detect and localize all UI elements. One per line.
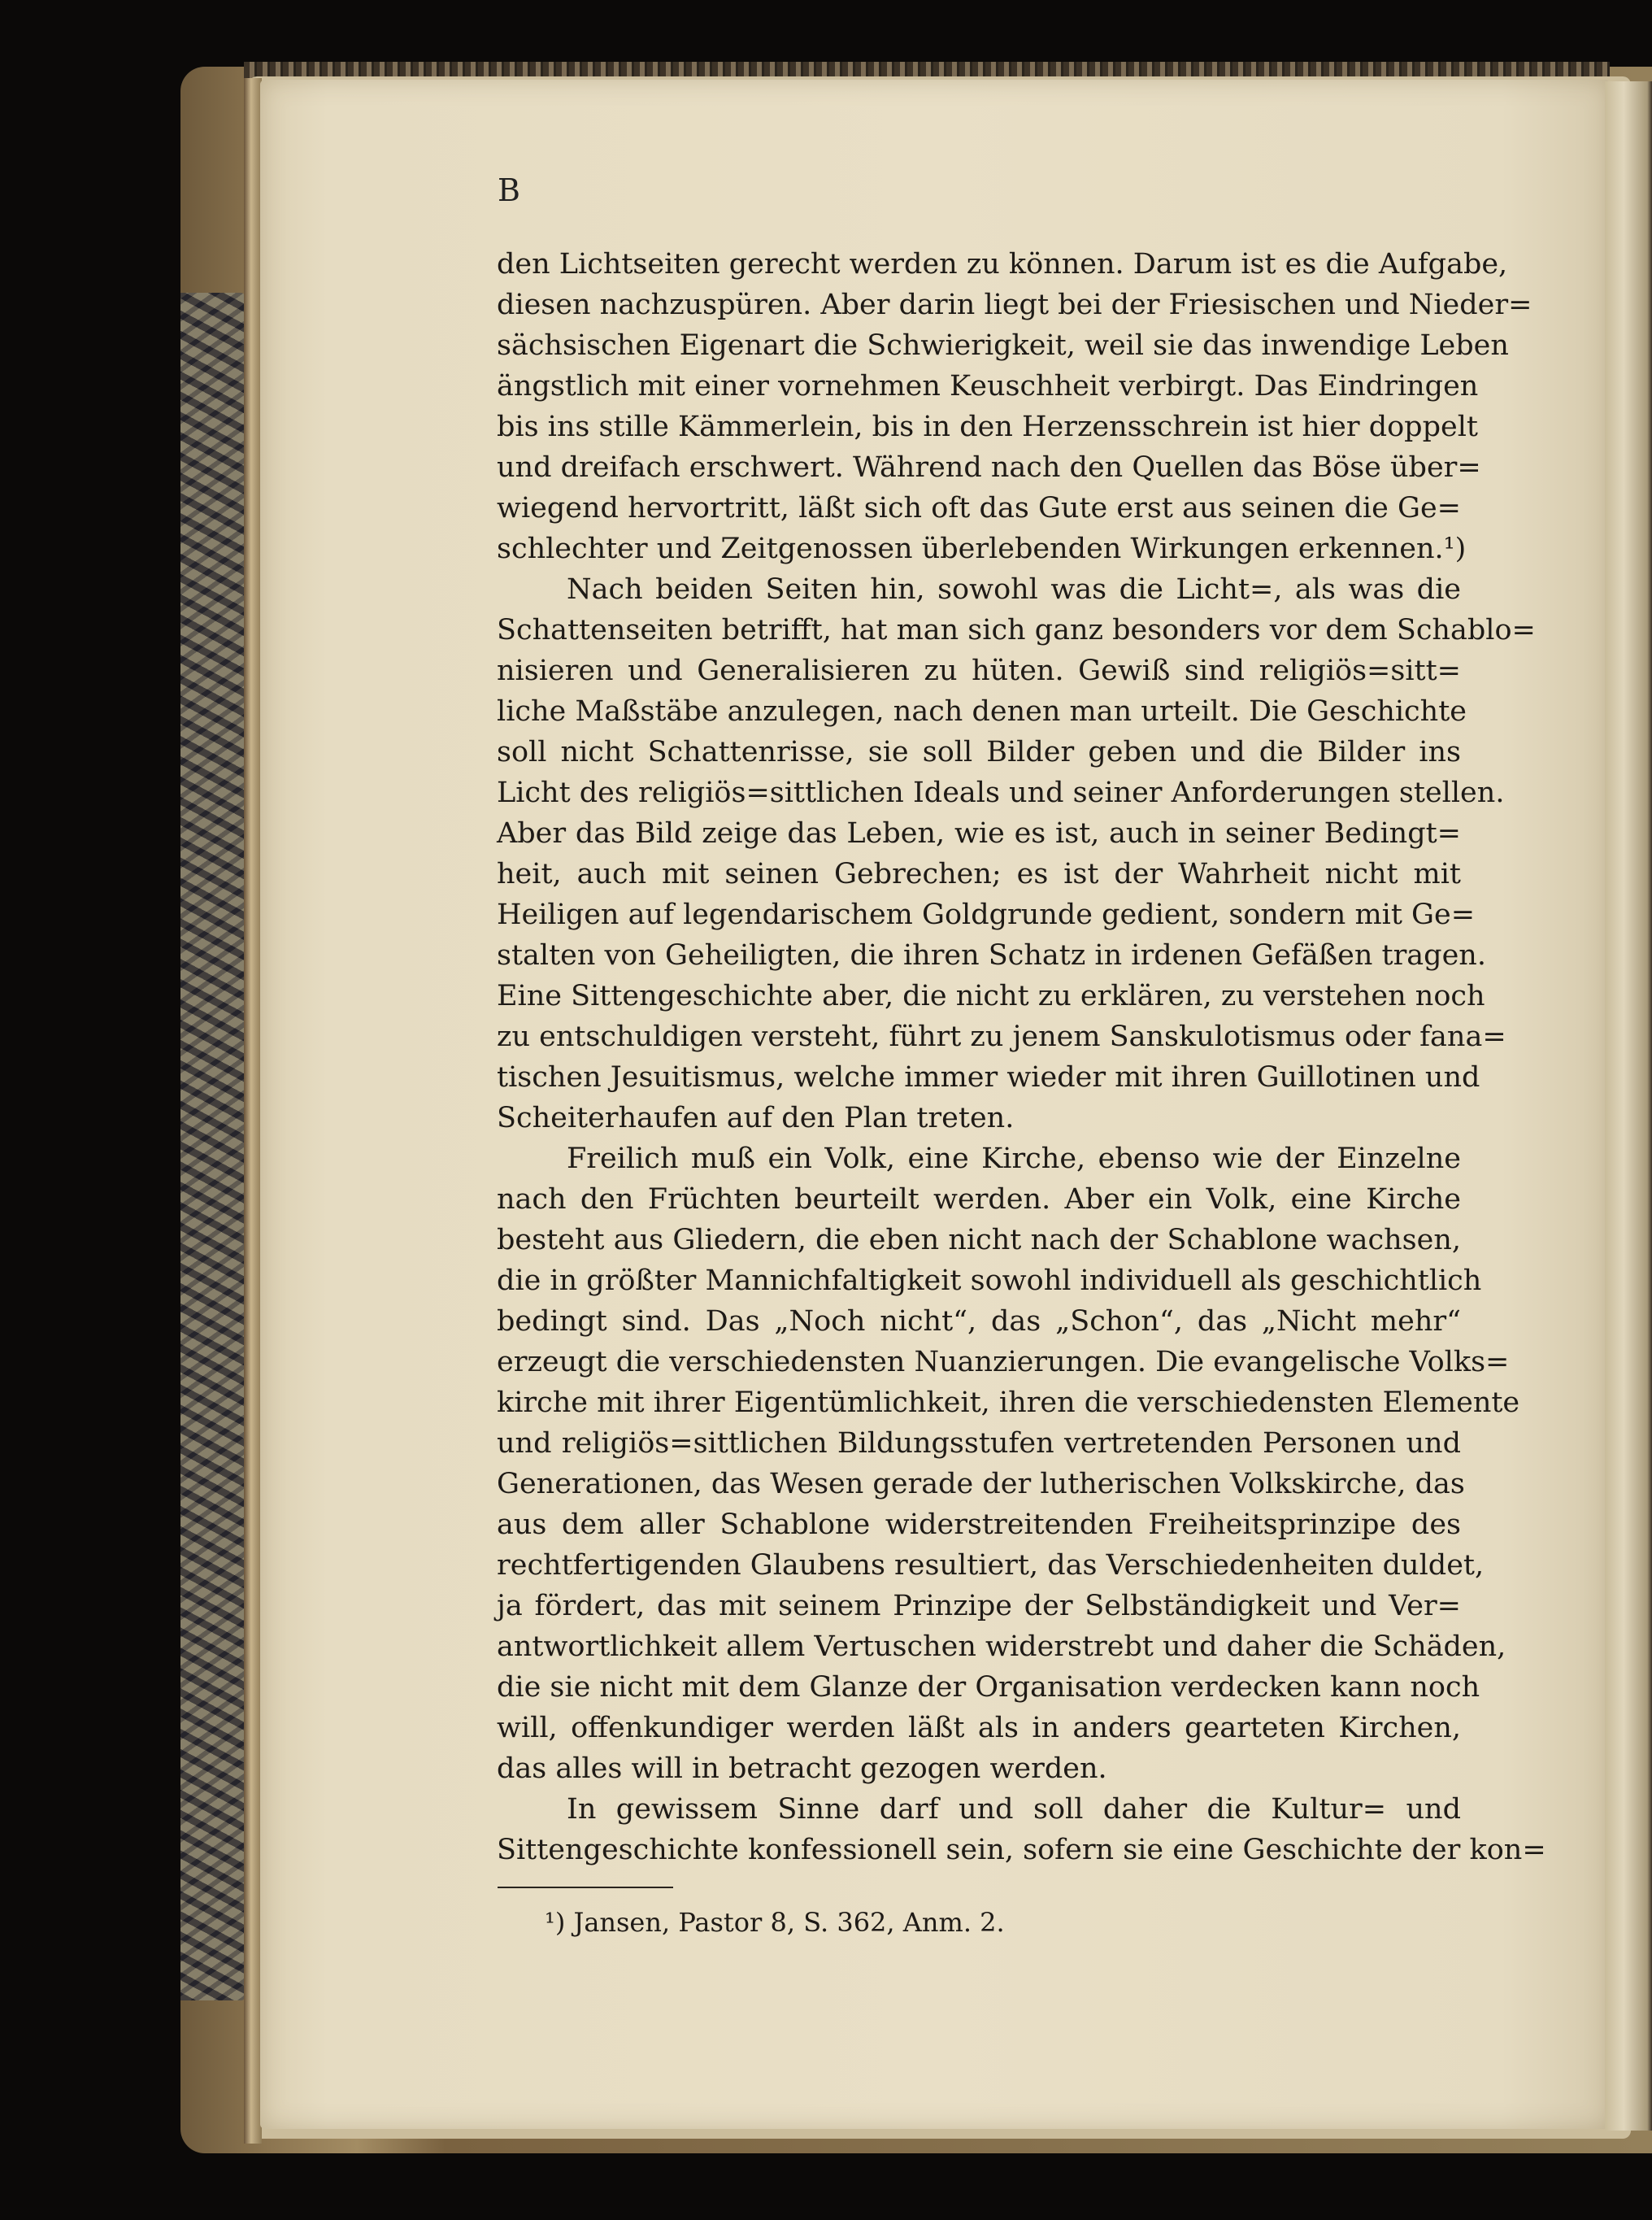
text-line: kirche mit ihrer Eigentümlichkeit, ihren die verschiedensten Elemente — [497, 1386, 1520, 1419]
text-line: zu entschuldigen versteht, führt zu jenem Sanskulotismus oder fana= — [497, 1021, 1506, 1053]
text-line: und dreifach erschwert. Während nach den Quellen das Böse über= — [497, 451, 1481, 484]
signature-mark: B — [498, 172, 521, 208]
page-right-edge — [1605, 81, 1652, 2131]
binding-edge — [244, 78, 262, 2144]
text-line: bedingt sind. Das „Noch nicht“, das „Schon“, das „Nicht mehr“ — [497, 1305, 1461, 1338]
text-line: erzeugt die verschiedensten Nuanzierungen. Die evangelische Volks= — [497, 1346, 1510, 1378]
text-line: Eine Sittengeschichte aber, die nicht zu erklären, zu verstehen noch — [497, 980, 1485, 1012]
text-line: aus dem aller Schablone widerstreitenden Freiheitsprinzipe des — [497, 1508, 1461, 1541]
text-line: Licht des religiös=sittlichen Ideals und seiner Anforderungen stellen. — [497, 777, 1505, 809]
footnote — [545, 1907, 1005, 1938]
footnote-rule — [498, 1887, 673, 1888]
text-line: und religiös=sittlichen Bildungsstufen vertretenden Personen und — [497, 1427, 1461, 1460]
text-line: besteht aus Gliedern, die eben nicht nach der Schablone wachsen, — [497, 1224, 1461, 1256]
text-line: wiegend hervortritt, läßt sich oft das Gute erst aus seinen die Ge= — [497, 492, 1461, 525]
text-line: Sittengeschichte konfessionell sein, sofern sie eine Geschichte der kon= — [497, 1834, 1546, 1866]
footnote-marker: ¹) — [545, 1907, 566, 1938]
text-line: In gewissem Sinne darf und soll daher die Kultur= und — [567, 1793, 1461, 1826]
text-line: Generationen, das Wesen gerade der lutherischen Volkskirche, das — [497, 1468, 1465, 1500]
text-line: die sie nicht mit dem Glanze der Organisation verdecken kann noch — [497, 1671, 1480, 1704]
text-line: Nach beiden Seiten hin, sowohl was die Licht=, als was die — [567, 573, 1461, 606]
text-line: Freilich muß ein Volk, eine Kirche, ebenso wie der Einzelne — [567, 1143, 1461, 1175]
text-line: ängstlich mit einer vornehmen Keuschheit verbirgt. Das Eindringen — [497, 370, 1479, 403]
text-line: Scheiterhaufen auf den Plan treten. — [497, 1102, 1015, 1134]
text-line: nisieren und Generalisieren zu hüten. Gewiß sind religiös=sitt= — [497, 655, 1461, 687]
text-line: tischen Jesuitismus, welche immer wieder mit ihren Guillotinen und — [497, 1061, 1480, 1094]
text-line: Heiligen auf legendarischem Goldgrunde gedient, sondern mit Ge= — [497, 899, 1476, 931]
text-line: den Lichtseiten gerecht werden zu können. Darum ist es die Aufgabe, — [497, 248, 1508, 281]
text-line: ja fördert, das mit seinem Prinzipe der Selbständigkeit und Ver= — [497, 1590, 1461, 1622]
text-line: die in größter Mannichfaltigkeit sowohl individuell als geschichtlich — [497, 1265, 1482, 1297]
text-line: schlechter und Zeitgenossen überlebenden Wirkungen erkennen.¹) — [497, 533, 1467, 565]
text-line: Schattenseiten betrifft, hat man sich ganz besonders vor dem Schablo= — [497, 614, 1536, 646]
footnote-text: Jansen, Pastor 8, S. 362, Anm. 2. — [573, 1907, 1005, 1938]
text-line: diesen nachzuspüren. Aber darin liegt bei der Friesischen und Nieder= — [497, 289, 1532, 321]
text-line: das alles will in betracht gezogen werden. — [497, 1752, 1107, 1785]
text-line: antwortlichkeit allem Vertuschen widerstrebt und daher die Schäden, — [497, 1630, 1506, 1663]
text-line: Aber das Bild zeige das Leben, wie es ist, auch in seiner Bedingt= — [497, 817, 1461, 850]
text-line: nach den Früchten beurteilt werden. Aber ein Volk, eine Kirche — [497, 1183, 1461, 1216]
text-line: soll nicht Schattenrisse, sie soll Bilder geben und die Bilder ins — [497, 736, 1461, 768]
text-line: liche Maßstäbe anzulegen, nach denen man urteilt. Die Geschichte — [497, 695, 1467, 728]
marbled-cover-edge — [180, 293, 246, 2000]
text-line: sächsischen Eigenart die Schwierigkeit, weil sie das inwendige Leben — [497, 329, 1509, 362]
text-line: will, offenkundiger werden läßt als in anders gearteten Kirchen, — [497, 1712, 1461, 1744]
text-line: stalten von Geheiligten, die ihren Schatz in irdenen Gefäßen tragen. — [497, 939, 1486, 972]
text-line: bis ins stille Kämmerlein, bis in den Herzensschrein ist hier doppelt — [497, 411, 1478, 443]
text-line: heit, auch mit seinen Gebrechen; es ist der Wahrheit nicht mit — [497, 858, 1461, 890]
text-line: rechtfertigenden Glaubens resultiert, das Verschiedenheiten duldet, — [497, 1549, 1485, 1582]
body-text — [497, 244, 1546, 1870]
